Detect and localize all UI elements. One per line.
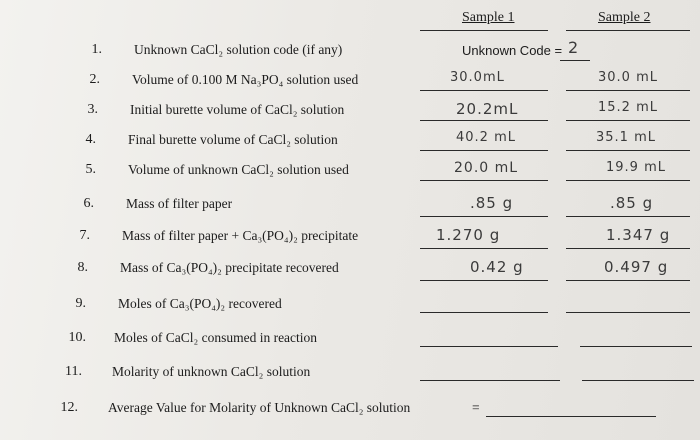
sample-1-line <box>420 248 548 249</box>
sample-2-value: 35.1 mL <box>596 130 656 145</box>
row-label: Volume of unknown CaCl₂ solution used <box>128 162 349 177</box>
sample-2-header: Sample 2 <box>598 10 651 25</box>
row-number: 11. <box>65 364 82 379</box>
row-number: 2. <box>89 72 100 87</box>
sample-2-line <box>566 216 690 217</box>
row-number: 3. <box>87 102 98 117</box>
sample-2-value: 19.9 mL <box>606 160 666 175</box>
row-number: 7. <box>79 228 90 243</box>
row-number: 5. <box>85 162 96 177</box>
row-9 <box>0 292 700 320</box>
sample-2-value: 30.0 mL <box>598 70 658 85</box>
row-7 <box>0 224 700 252</box>
row-label: Moles of CaCl₂ consumed in reaction <box>114 330 318 345</box>
row-label: Average Value for Molarity of Unknown CaCl₂ solution <box>108 400 411 415</box>
sample-2-value: 0.497 g <box>604 258 669 276</box>
row-2 <box>0 68 700 96</box>
row-label: Unknown CaCl₂ solution code (if any) <box>134 42 343 57</box>
sample-1-value: .85 g <box>470 194 514 212</box>
sample-1-value: 30.0mL <box>450 70 505 85</box>
row-label: Mass of filter paper <box>126 196 233 211</box>
sample-2-line <box>566 120 690 121</box>
unknown-code-value: 2 <box>568 38 579 57</box>
unknown-code-label: Unknown Code = <box>462 43 563 58</box>
row-label: Mass of Ca₃(PO₄)₂ precipitate recovered <box>120 260 339 275</box>
row-number: 12. <box>60 400 78 415</box>
row-5 <box>0 158 700 186</box>
row-4 <box>0 128 700 156</box>
average-molarity-line <box>486 416 656 417</box>
row-8 <box>0 256 700 284</box>
row-12 <box>0 396 700 424</box>
sample-1-line <box>420 180 548 181</box>
row-10 <box>0 326 700 354</box>
row-6 <box>0 192 700 220</box>
sample-1-line <box>420 312 548 313</box>
sample-2-line <box>566 180 690 181</box>
row-number: 9. <box>75 296 86 311</box>
sample-1-value: 1.270 g <box>436 226 501 244</box>
sample-2-value: 15.2 mL <box>598 100 658 115</box>
sample-2-line <box>566 248 690 249</box>
sample-1-header: Sample 1 <box>462 10 515 25</box>
sample-1-value: 20.0 mL <box>454 160 519 176</box>
row-label: Mass of filter paper + Ca₃(PO₄)₂ precipitate <box>122 228 359 243</box>
sample-1-line <box>420 380 560 381</box>
sample-2-header-rule <box>566 30 690 31</box>
row-number: 1. <box>91 42 102 57</box>
row-number: 4. <box>85 132 96 147</box>
row-label: Final burette volume of CaCl₂ solution <box>128 132 338 147</box>
sample-1-value: 20.2mL <box>456 100 519 118</box>
unknown-code-line <box>560 60 590 61</box>
sample-1-line <box>420 346 558 347</box>
row-label: Initial burette volume of CaCl₂ solution <box>130 102 345 117</box>
row-number: 8. <box>77 260 88 275</box>
row-11 <box>0 360 700 388</box>
sample-1-line <box>420 216 548 217</box>
row-1 <box>0 38 700 66</box>
sample-1-value: 40.2 mL <box>456 130 516 145</box>
sample-1-line <box>420 150 548 151</box>
row-number: 6. <box>83 196 94 211</box>
row-number: 10. <box>68 330 86 345</box>
sample-2-line <box>566 280 690 281</box>
sample-1-header-rule <box>420 30 548 31</box>
sample-1-line <box>420 120 548 121</box>
sample-2-line <box>580 346 692 347</box>
sample-2-line <box>566 150 690 151</box>
row-label: Volume of 0.100 M Na₃PO₄ solution used <box>132 72 359 87</box>
sample-1-line <box>420 280 548 281</box>
sample-1-line <box>420 90 548 91</box>
row-label: Molarity of unknown CaCl₂ solution <box>112 364 311 379</box>
sample-2-line <box>582 380 694 381</box>
row-3 <box>0 98 700 126</box>
sample-2-line <box>566 90 690 91</box>
equals-sign: = <box>472 400 480 415</box>
sample-1-value: 0.42 g <box>470 258 524 276</box>
sample-2-line <box>566 312 690 313</box>
sample-2-value: .85 g <box>610 194 654 212</box>
sample-2-value: 1.347 g <box>606 226 671 244</box>
row-label: Moles of Ca₃(PO₄)₂ recovered <box>118 296 282 311</box>
